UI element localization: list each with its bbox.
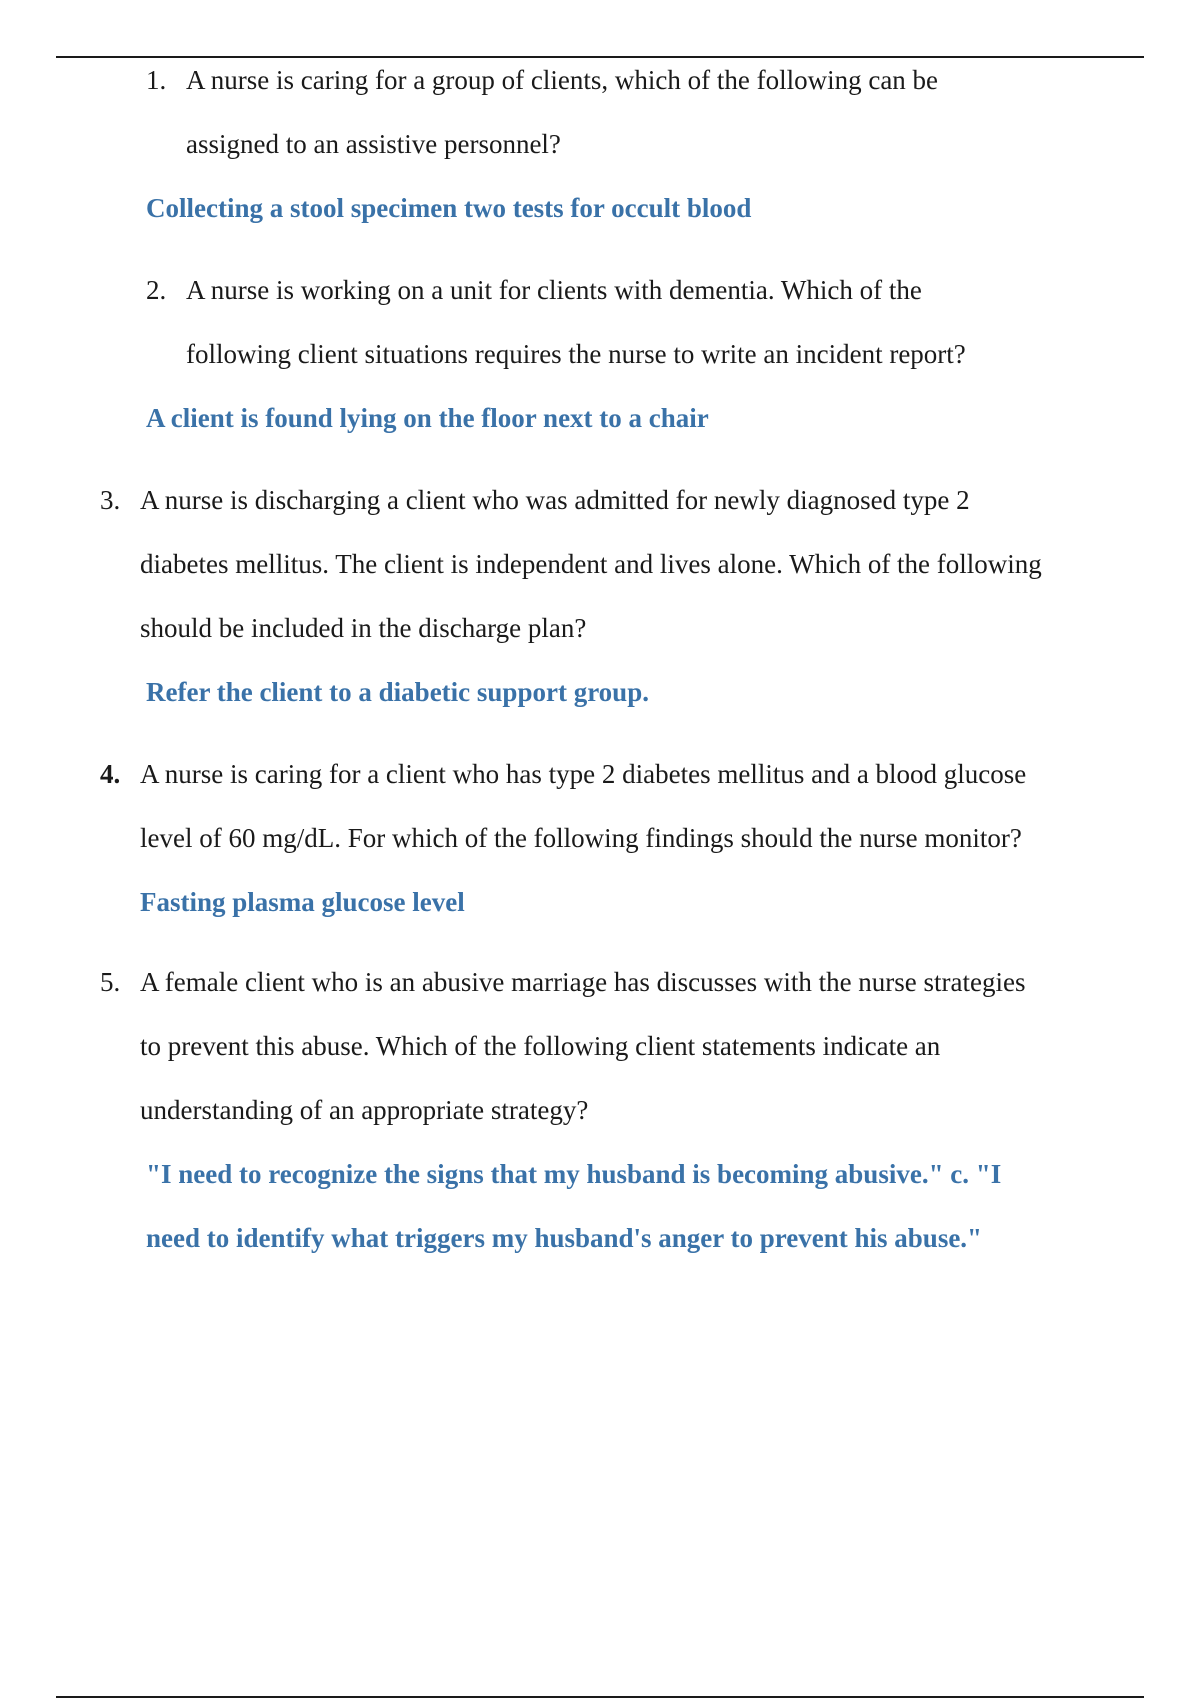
question-line: A nurse is working on a unit for clients with dementia. Which of the — [186, 275, 922, 305]
question-line: diabetes mellitus. The client is independent and lives alone. Which of the following — [140, 549, 1042, 579]
question-line: A female client who is an abusive marriage has discusses with the nurse strategies — [140, 967, 1026, 997]
question-line: following client situations requires the nurse to write an incident report? — [186, 339, 966, 369]
question-number: 3. — [100, 485, 121, 515]
answer-1 — [146, 176, 751, 240]
answer-line: "I need to recognize the signs that my husband is becoming abusive." c. "I — [146, 1159, 1002, 1189]
answer-3 — [146, 660, 649, 724]
question-line: assigned to an assistive personnel? — [186, 129, 561, 159]
question-line: A nurse is caring for a client who has type 2 diabetes mellitus and a blood glucose — [140, 759, 1027, 789]
question-5 — [100, 950, 1026, 1142]
bottom-rule — [56, 1696, 1144, 1698]
question-line: level of 60 mg/dL. For which of the following findings should the nurse monitor? — [140, 823, 1022, 853]
question-text — [140, 742, 1026, 870]
answer-2 — [146, 386, 709, 450]
answer-line: A client is found lying on the floor next to a chair — [146, 403, 709, 433]
question-text — [186, 258, 966, 386]
question-line: A nurse is caring for a group of clients, which of the following can be — [186, 65, 939, 95]
question-3 — [100, 468, 1042, 660]
question-1 — [146, 48, 938, 176]
question-4 — [100, 742, 1026, 870]
answer-line: Refer the client to a diabetic support group. — [146, 677, 649, 707]
question-number: 2. — [146, 275, 167, 305]
question-line: should be included in the discharge plan? — [140, 613, 587, 643]
question-line: to prevent this abuse. Which of the following client statements indicate an — [140, 1031, 941, 1061]
question-line: understanding of an appropriate strategy? — [140, 1095, 589, 1125]
answer-5 — [146, 1142, 1001, 1270]
question-line: A nurse is discharging a client who was admitted for newly diagnosed type 2 — [140, 485, 970, 515]
question-number: 1. — [146, 65, 167, 95]
question-text — [186, 48, 938, 176]
question-text — [140, 950, 1026, 1142]
question-text — [140, 468, 1042, 660]
question-number: 4. — [100, 759, 121, 789]
answer-line: Fasting plasma glucose level — [140, 887, 465, 917]
answer-line: Collecting a stool specimen two tests for occult blood — [146, 193, 752, 223]
question-2 — [146, 258, 966, 386]
question-number: 5. — [100, 967, 121, 997]
answer-line: need to identify what triggers my husband's anger to prevent his abuse." — [146, 1223, 983, 1253]
answer-4 — [140, 870, 465, 934]
